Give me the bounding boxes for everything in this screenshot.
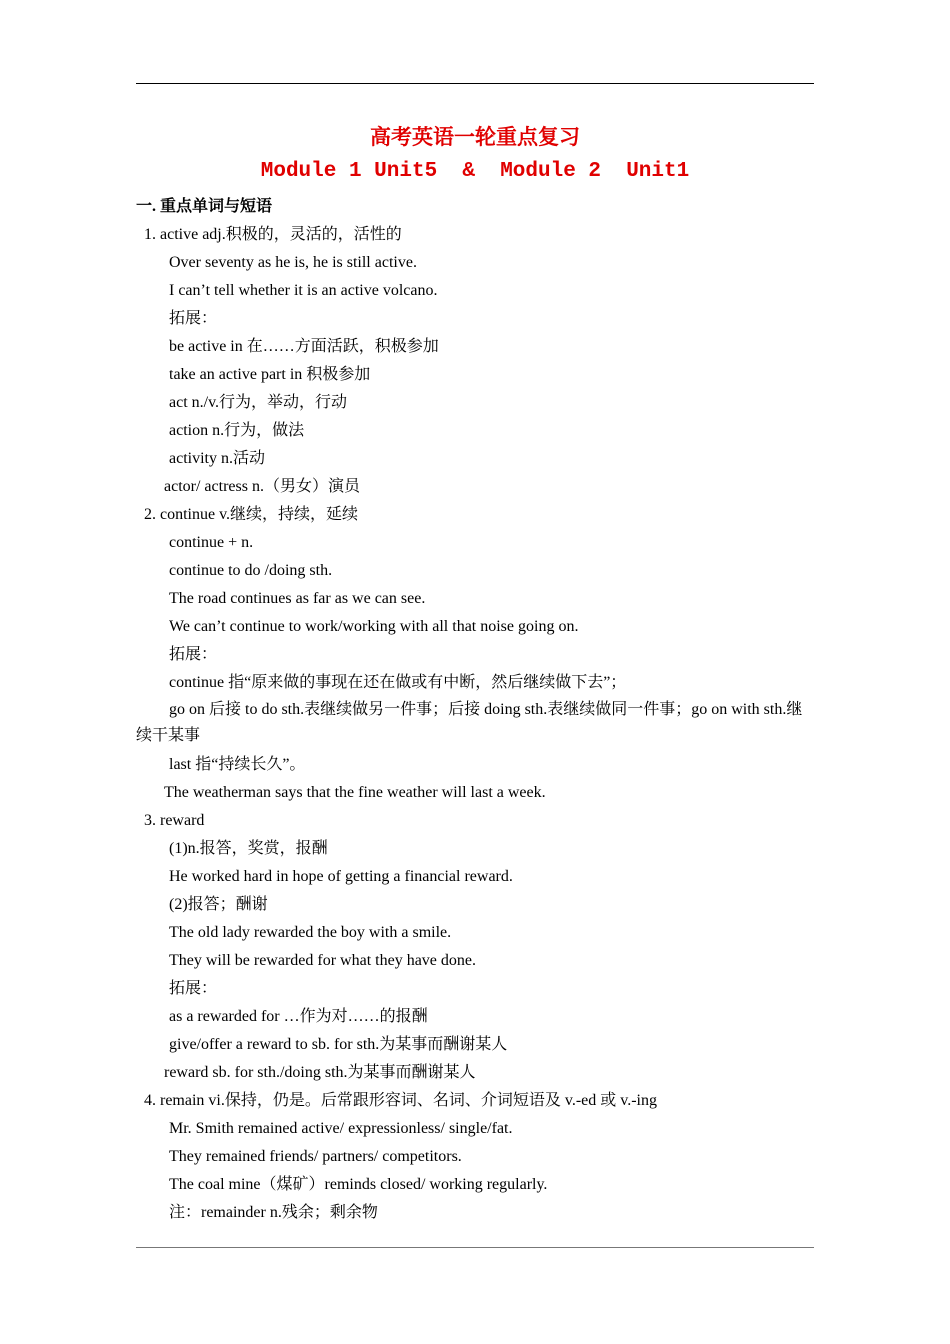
text-line: The weatherman says that the fine weather will last a week. [164, 784, 546, 801]
text-line: 1. active adj.积极的，灵活的，活性的 [144, 226, 402, 243]
text-line: He worked hard in hope of getting a financial reward. [169, 868, 513, 885]
text-line: continue + n. [169, 534, 254, 551]
text-line: give/offer a reward to sb. for sth.为某事而酬谢某人 [169, 1036, 508, 1053]
page-title: 高考英语一轮重点复习 [370, 125, 580, 149]
text-line: activity n.活动 [169, 450, 265, 467]
text-line: Over seventy as he is, he is still active. [169, 254, 417, 271]
text-line: (1)n.报答，奖赏，报酬 [169, 840, 328, 857]
text-line: The road continues as far as we can see. [169, 590, 426, 607]
text-line: action n.行为，做法 [169, 422, 305, 439]
text-line: The old lady rewarded the boy with a smile. [169, 924, 452, 941]
document-body [136, 193, 814, 1227]
text-line: go on 后接 to do sth.表继续做另一件事；后接 doing sth.表继续做同一件事；go on with sth.继续干某事 [136, 701, 803, 744]
text-line: They will be rewarded for what they have done. [169, 952, 476, 969]
header-rule [136, 83, 814, 84]
text-line: reward sb. for sth./doing sth.为某事而酬谢某人 [164, 1064, 476, 1081]
text-line: last 指“持续长久”。 [169, 756, 306, 773]
text-line: We can’t continue to work/working with all that noise going on. [169, 618, 579, 635]
text-line: (2)报答；酬谢 [169, 896, 268, 913]
section-heading: 一. 重点单词与短语 [136, 198, 273, 215]
text-line: actor/ actress n.（男女）演员 [164, 478, 360, 495]
text-line: The coal mine（煤矿）reminds closed/ working regularly. [169, 1176, 548, 1193]
text-line: continue to do /doing sth. [169, 562, 333, 579]
text-line: They remained friends/ partners/ competitors. [169, 1148, 462, 1165]
text-line: I can’t tell whether it is an active volcano. [169, 282, 438, 299]
text-line: take an active part in 积极参加 [169, 366, 371, 383]
text-line: be active in 在……方面活跃，积极参加 [169, 338, 439, 355]
footer-rule [136, 1247, 814, 1248]
text-line: act n./v.行为，举动，行动 [169, 394, 348, 411]
text-line: 拓展： [169, 980, 218, 997]
vocabulary-list [136, 221, 814, 1227]
text-line: 拓展： [169, 310, 218, 327]
text-line: as a rewarded for …作为对……的报酬 [169, 1008, 428, 1025]
text-line: Mr. Smith remained active/ expressionless/ single/fat. [169, 1120, 513, 1137]
text-line: 注：remainder n.残余；剩余物 [169, 1204, 378, 1221]
text-line: 2. continue v.继续，持续，延续 [144, 506, 359, 523]
text-line: 4. remain vi.保持，仍是。后常跟形容词、名词、介词短语及 v.-ed 或 v.-ing [144, 1092, 657, 1109]
text-line: 拓展： [169, 646, 218, 663]
text-line: continue 指“原来做的事现在还在做或有中断，然后继续做下去”； [169, 674, 627, 691]
page-subtitle: Module 1 Unit5 & Module 2 Unit1 [260, 160, 690, 183]
text-line: 3. reward [144, 812, 205, 829]
